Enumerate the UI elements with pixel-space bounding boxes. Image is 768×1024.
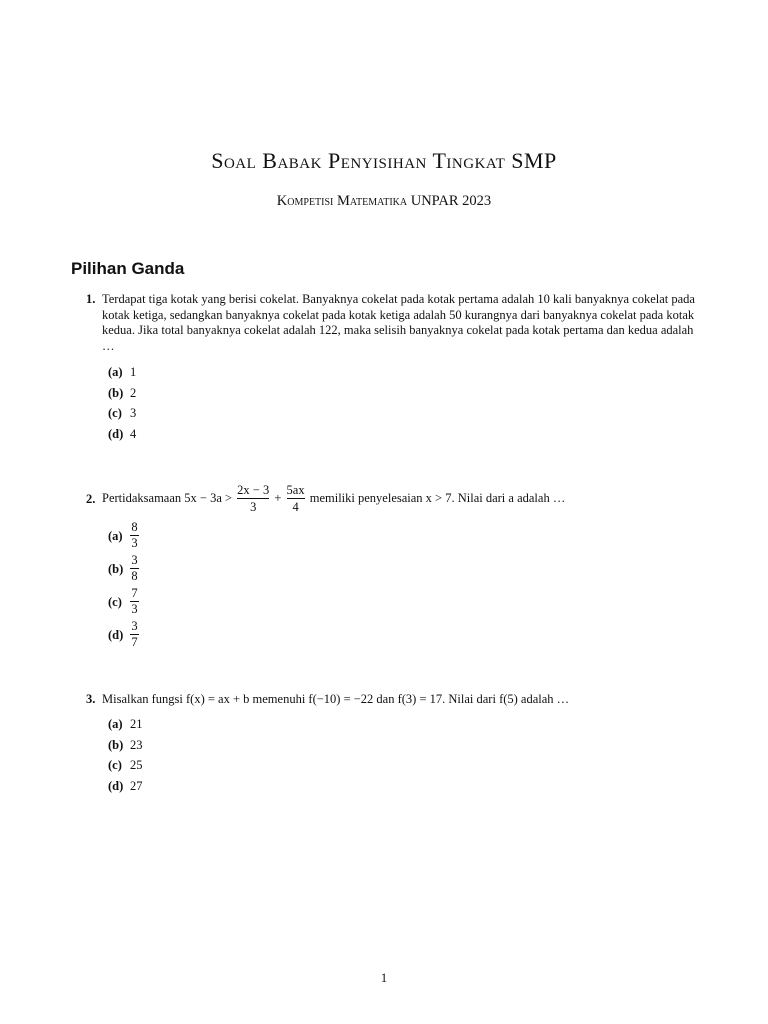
option-label: (b): [108, 738, 124, 752]
fraction: [287, 483, 305, 514]
option-value: 25: [130, 758, 143, 772]
option-fraction: [130, 554, 139, 583]
answer-option-d[interactable]: [108, 426, 136, 442]
option-value: 3: [130, 406, 137, 420]
option-label: (a): [108, 365, 123, 379]
option-value: 23: [130, 738, 143, 752]
question-text-line: Terdapat tiga kotak yang berisi cokelat. Banyaknya cokelat pada kotak pertama adalah 10 kali banyaknya cokelat pada: [102, 292, 695, 306]
option-fraction: [130, 587, 139, 616]
question-text-before: Pertidaksamaan 5x − 3a >: [102, 491, 233, 505]
option-label: (c): [108, 758, 122, 772]
option-value: 1: [130, 365, 137, 379]
option-fraction: [130, 620, 139, 649]
option-label: (b): [108, 386, 124, 400]
question-text: [102, 483, 565, 517]
answer-option-d[interactable]: [108, 778, 143, 794]
option-fraction: [130, 521, 139, 550]
question-number: 2.: [86, 492, 96, 506]
fraction-numerator: 5ax: [286, 483, 305, 497]
page-title: Soal Babak Penyisihan Tingkat SMP: [211, 148, 557, 173]
question-text-line: kotak ketiga, sedangkan banyaknya cokelat pada kotak ketiga adalah 50 kurangnya dari banyaknya cokelat pada kotak: [102, 307, 695, 322]
option-label: (a): [108, 529, 123, 543]
fraction-denominator: 3: [250, 500, 257, 514]
page-number: 1: [380, 971, 388, 985]
question-text: [102, 292, 698, 354]
option-label: (d): [108, 628, 124, 642]
section-heading: Pilihan Ganda: [71, 259, 185, 278]
answer-option-b[interactable]: [108, 385, 136, 401]
fraction-numerator: 8: [131, 520, 138, 534]
option-value: 2: [130, 386, 137, 400]
page-subtitle: Kompetisi Matematika UNPAR 2023: [276, 193, 492, 209]
question-text-line: …: [102, 338, 115, 353]
option-label: (a): [108, 717, 123, 731]
option-label: (d): [108, 779, 124, 793]
fraction: [237, 483, 269, 514]
answer-option-a[interactable]: [108, 716, 143, 732]
option-label: (c): [108, 595, 122, 609]
answer-option-c[interactable]: [108, 757, 143, 773]
question-text-after: memiliki penyelesaian x > 7. Nilai dari a adalah …: [309, 491, 566, 505]
answer-option-c[interactable]: [108, 405, 136, 421]
question-number: 3.: [86, 692, 96, 706]
question-text-line: kedua. Jika total banyaknya cokelat adalah 122, maka selisih banyaknya cokelat pada kotak pertama dan kedua adalah: [102, 323, 694, 337]
fraction-denominator: 3: [131, 602, 138, 616]
question-number: 1.: [86, 292, 96, 306]
fraction-denominator: 8: [131, 569, 138, 583]
answer-option-a[interactable]: [108, 364, 136, 380]
plus-sign: +: [274, 491, 282, 505]
option-value: 27: [130, 779, 143, 793]
option-label: (c): [108, 406, 122, 420]
option-label: (d): [108, 427, 124, 441]
option-label: (b): [108, 562, 124, 576]
option-value: 4: [130, 427, 137, 441]
option-value: 21: [130, 717, 143, 731]
fraction-denominator: 7: [131, 635, 138, 649]
fraction-denominator: 3: [131, 536, 138, 550]
fraction-numerator: 3: [131, 619, 138, 633]
fraction-numerator: 3: [131, 553, 138, 567]
fraction-denominator: 4: [292, 500, 299, 514]
question-text: Misalkan fungsi f(x) = ax + b memenuhi f(−10) = −22 dan f(3) = 17. Nilai dari f(5) adalah …: [102, 692, 570, 706]
fraction-numerator: 7: [131, 586, 138, 600]
fraction-numerator: 2x − 3: [237, 483, 270, 497]
answer-option-b[interactable]: [108, 737, 143, 753]
